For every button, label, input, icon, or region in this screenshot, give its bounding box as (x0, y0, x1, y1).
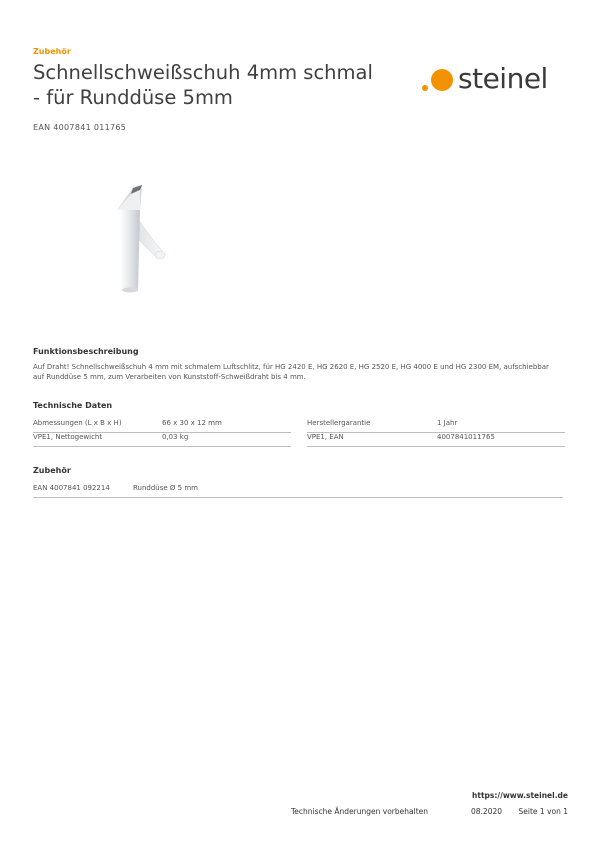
tech-value: 1 Jahr (437, 419, 458, 427)
accessory-name: Runddüse Ø 5 mm (133, 484, 198, 492)
tech-value: 4007841011765 (437, 433, 495, 441)
tech-row (307, 432, 565, 447)
tech-label: VPE1, EAN (307, 433, 344, 441)
logo-dot-small-icon (422, 85, 428, 91)
accessory-ean: EAN 4007841 092214 (33, 484, 110, 492)
tech-row (307, 418, 565, 433)
footer-page: Seite 1 von 1 (518, 807, 568, 816)
product-title-line1: Schnellschweißschuh 4mm schmal (33, 61, 373, 84)
tech-heading: Technische Daten (33, 401, 113, 410)
tech-label: Abmessungen (L x B x H) (33, 419, 122, 427)
accessory-row (33, 483, 563, 498)
footer-url[interactable]: https://www.steinel.de (472, 791, 568, 800)
product-title (33, 60, 373, 110)
tech-value: 66 x 30 x 12 mm (162, 419, 222, 427)
footer-notice: Technische Änderungen vorbehalten (291, 807, 429, 816)
logo-dot-big-icon (431, 69, 453, 91)
function-heading: Funktionsbeschreibung (33, 347, 139, 356)
accessories-heading: Zubehör (33, 466, 71, 475)
logo-wordmark: steinel (458, 62, 548, 95)
product-image (95, 180, 175, 295)
tech-label: Herstellergarantie (307, 419, 371, 427)
tech-label: VPE1, Nettogewicht (33, 433, 103, 441)
tech-row (33, 418, 291, 433)
tech-row (33, 432, 291, 447)
steinel-logo (422, 64, 572, 100)
product-ean: EAN 4007841 011765 (33, 123, 127, 132)
tech-value: 0,03 kg (162, 433, 189, 441)
footer-date: 08.2020 (471, 807, 503, 816)
product-title-line2: - für Runddüse 5mm (33, 86, 233, 109)
function-text: Auf Draht! Schnellschweißschuh 4 mm mit schmalem Luftschlitz, für HG 2420 E, HG 2620 E, HG 2520 E, HG 4000 E und HG 2300 EM, aufschiebbar auf Runddüse 5 mm, zum Verarbeiten von Kunststoff-Schweißdraht bis 4 mm. (33, 363, 549, 381)
category-label: Zubehör (33, 47, 71, 56)
